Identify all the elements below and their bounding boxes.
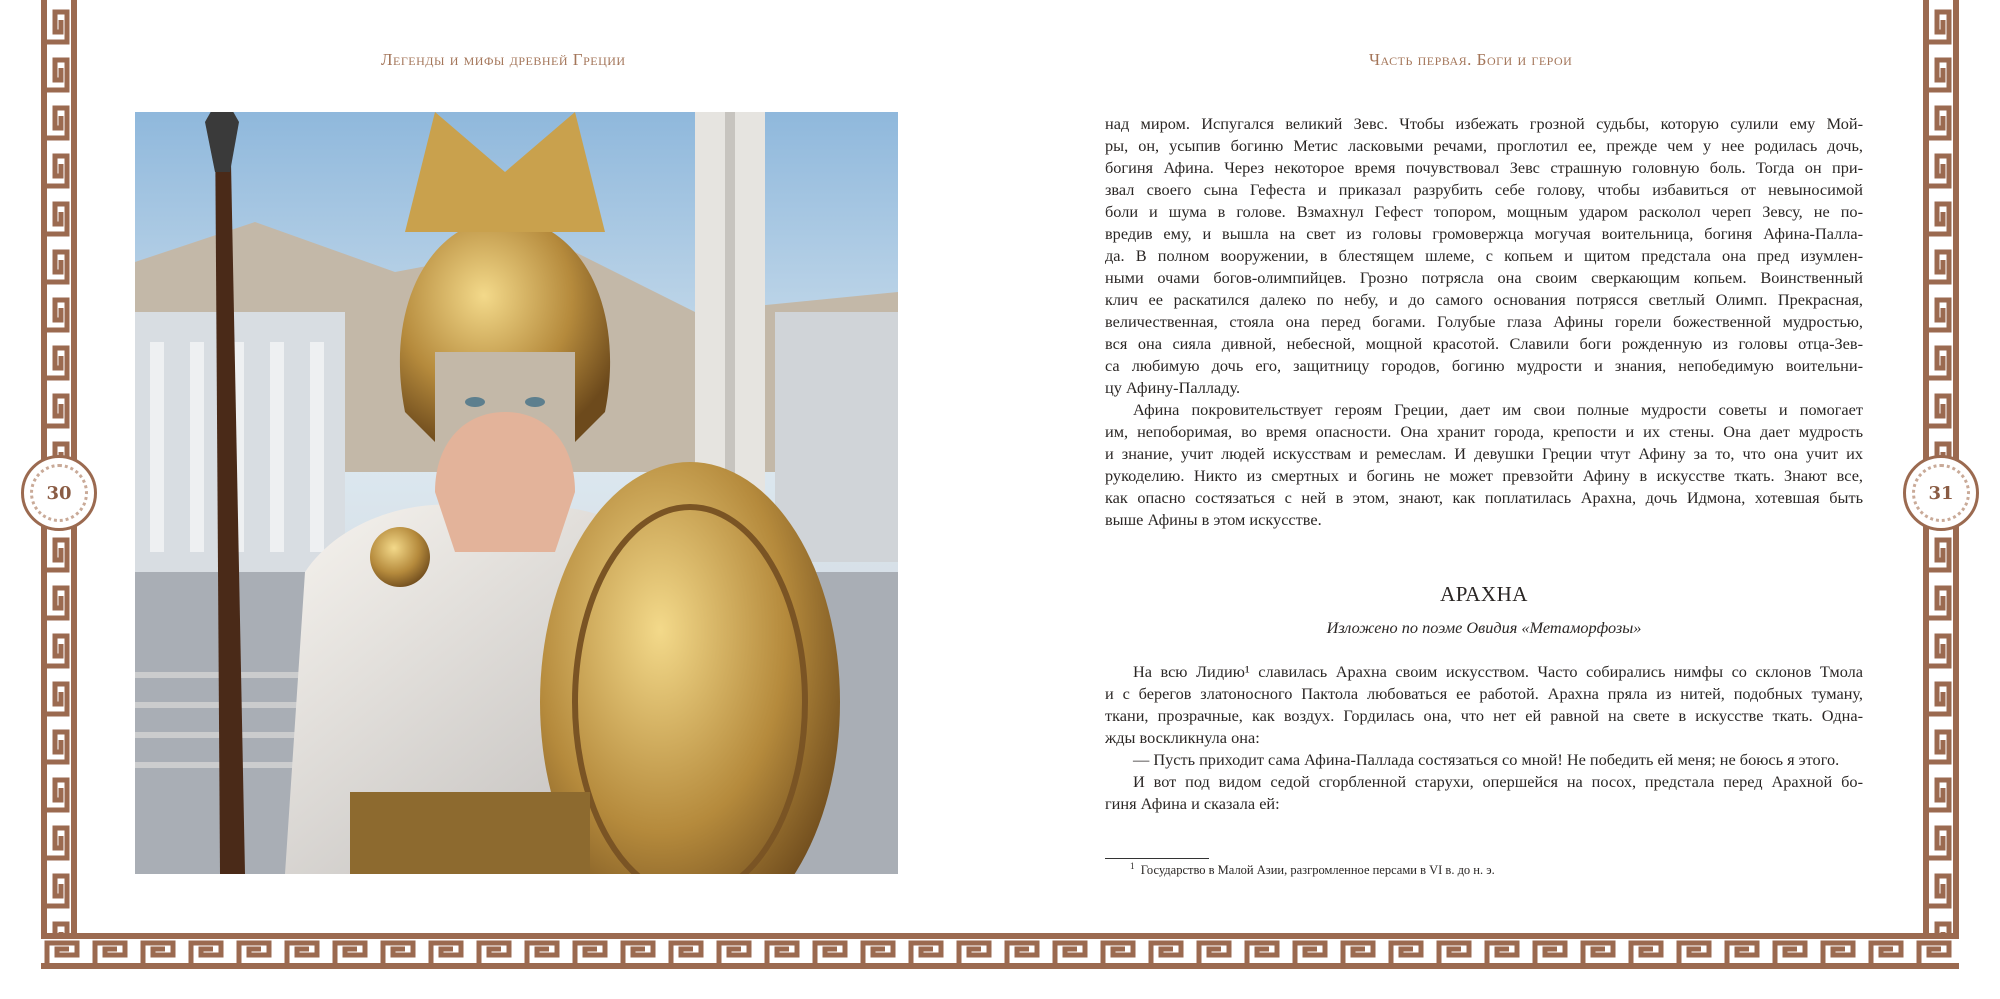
page-number-text: 31 bbox=[1912, 464, 1970, 522]
text-line: вся она сияла дивной, небесной, мощной красотой. Славили боги рожденную из головы отца-Зев- bbox=[1105, 334, 1863, 353]
text-line: и с берегов златоносного Пактола любоваться ее работой. Арахна пряла из нитей, подобных туману, bbox=[1105, 684, 1863, 703]
text-line: Афина покровительствует героям Греции, дает им свои полные мудрости советы и помогает bbox=[1133, 400, 1863, 419]
intro-paragraphs bbox=[1105, 113, 1863, 531]
text-line: да. В полном вооружении, в блестящем шлеме, с копьем и щитом предстала она пред изумлен- bbox=[1105, 246, 1863, 265]
page-number-left bbox=[21, 455, 97, 531]
text-line: клич ее раскатился далеко по небу, и до самого основания потрясся светлый Олимп. Прекрасная, bbox=[1105, 290, 1863, 309]
text-line: как опасно состязаться с ней в этом, знают, как поплатилась Арахна, дочь Идмона, хотевшая быть bbox=[1105, 488, 1863, 507]
text-line: ткани, прозрачные, как воздух. Гордилась она, что нет ей равной на свете в искусстве ткать. Одна- bbox=[1105, 706, 1863, 725]
paragraph bbox=[1105, 661, 1863, 749]
body-text bbox=[1105, 113, 1863, 815]
text-line: рукоделию. Никто из смертных и богинь не может превзойти Афину в искусстве ткать. Знают все, bbox=[1105, 466, 1863, 485]
text-line: над миром. Испугался великий Зевс. Чтобы избежать грозной судьбы, которую сулили ему Мой- bbox=[1105, 114, 1863, 133]
text-line: им, непоборимая, во время опасности. Она хранит города, крепости и их стены. Она дает мудрость bbox=[1105, 422, 1863, 441]
text-line: са любимую дочь его, защитницу городов, богиню мудрости и знания, непобедимую воительни- bbox=[1105, 356, 1863, 375]
text-line: жды воскликнула она: bbox=[1105, 728, 1260, 747]
paragraph bbox=[1105, 113, 1863, 399]
paragraph bbox=[1105, 399, 1863, 531]
text-line: и знание, учит людей искусствам и ремеслам. И девушки Греции чтут Афину за то, что она учит их bbox=[1105, 444, 1863, 463]
text-line: выше Афины в этом искусстве. bbox=[1105, 510, 1322, 529]
section-subtitle: Изложено по поэме Овидия «Метаморфозы» bbox=[1326, 618, 1642, 637]
text-line: боли и шума в голове. Взмахнул Гефест топором, мощным ударом расколол череп Зевсу, не по- bbox=[1105, 202, 1863, 221]
text-line: вредив ему, и вышла на свет из головы громовержца могучая воительница, богиня Афина-Палла- bbox=[1105, 224, 1863, 243]
footnote-rule bbox=[1105, 858, 1209, 859]
text-line: ными очами богов-олимпийцев. Грозно потрясла она своим сверкающим копьем. Воинственный bbox=[1105, 268, 1863, 287]
text-line: На всю Лидию¹ славилась Арахна своим искусством. Часто собирались нимфы со склонов Тмола bbox=[1133, 662, 1863, 681]
text-line: звал своего сына Гефеста и приказал разрубить себе голову, чтобы избавиться от невыносимой bbox=[1105, 180, 1863, 199]
athena-illustration bbox=[135, 112, 898, 874]
paragraph bbox=[1105, 749, 1863, 771]
footnote-marker: 1 bbox=[1130, 860, 1135, 871]
text-line: величественная, стояла она перед богами. Голубые глаза Афины горели божественной мудростью, bbox=[1105, 312, 1863, 331]
text-line: — Пусть приходит сама Афина-Паллада состязаться со мной! Не победить ей меня; не боюсь я этого. bbox=[1133, 750, 1840, 769]
bottom-meander-border bbox=[41, 933, 1959, 969]
text-line: богиня Афина. Через некоторое время почувствовал Зевс страшную головную боль. Тогда он при- bbox=[1105, 158, 1863, 177]
text-line: гиня Афина и сказала ей: bbox=[1105, 794, 1280, 813]
left-running-head: Легенды и мифы древней Греции bbox=[381, 50, 626, 69]
right-running-head: Часть первая. Боги и герои bbox=[1369, 50, 1573, 69]
paragraph bbox=[1105, 771, 1863, 815]
text-line: И вот под видом седой сгорбленной старухи, опершейся на посох, предстала перед Арахной бо- bbox=[1133, 772, 1863, 791]
text-line: цу Афину-Палладу. bbox=[1105, 378, 1241, 397]
footnote-text: Государство в Малой Азии, разгромленное персами в VI в. до н. э. bbox=[1140, 863, 1495, 877]
text-line: ры, он, усыпив богиню Метис ласковыми речами, проглотил ее, прежде чем у нее родилась дочь, bbox=[1105, 136, 1863, 155]
page-number-right bbox=[1903, 455, 1979, 531]
footnote bbox=[1130, 860, 1495, 878]
page-number-text: 30 bbox=[30, 464, 88, 522]
section-paragraphs bbox=[1105, 661, 1863, 815]
section-title: АРАХНА bbox=[1440, 582, 1528, 606]
